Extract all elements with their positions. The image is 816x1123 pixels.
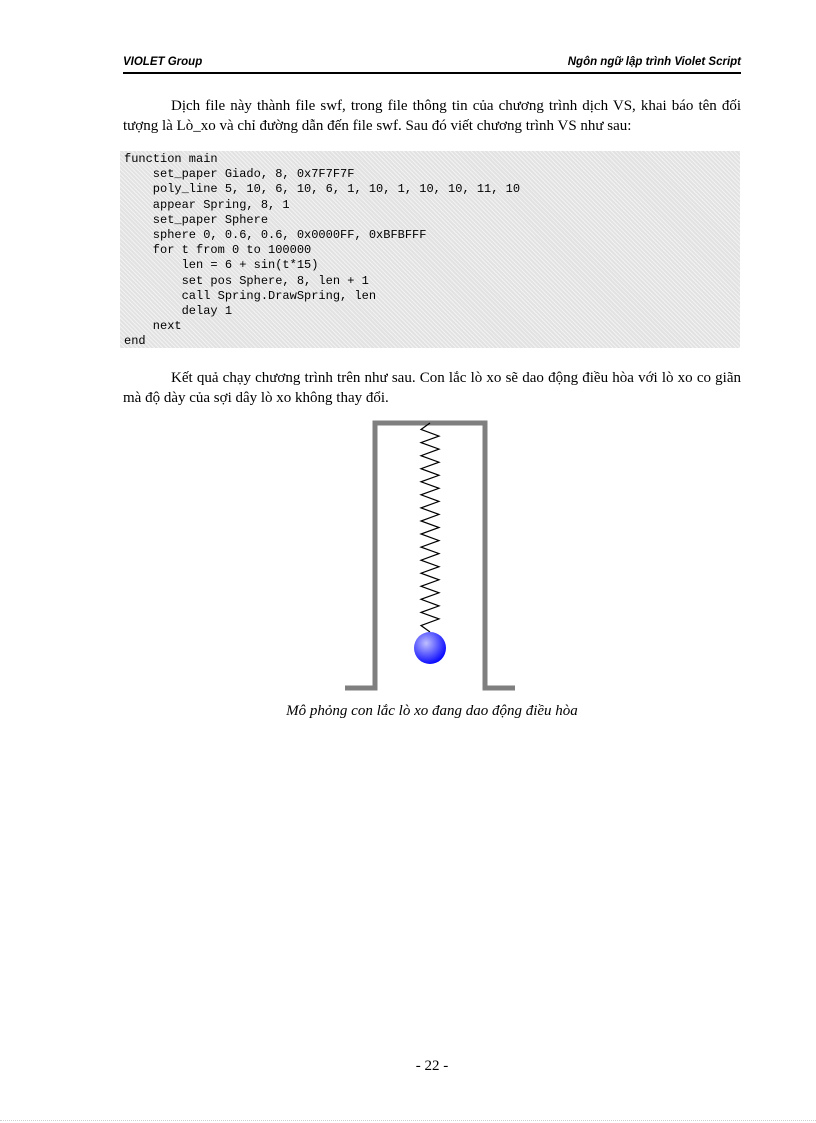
code-line: end [124,334,146,349]
header-left-title: VIOLET Group [123,56,203,68]
code-line: function main [124,152,218,166]
code-line: sphere 0, 0.6, 0.6, 0x0000FF, 0xBFBFFF [124,227,427,242]
code-line: set pos Sphere, 8, len + 1 [124,273,369,288]
code-line: len = 6 + sin(t*15) [124,258,319,273]
page-number: - 22 - [415,1058,449,1074]
result-paragraph: Kết quả chạy chương trình trên như sau. Con lắc lò xo sẽ dao động điều hòa với lò xo co giãn mà độ dày của sợi dây lò xo không thay đổi. [123,370,741,406]
code-block [120,151,740,348]
spring-pendulum-figure [340,415,520,695]
code-line: for t from 0 to 100000 [124,243,312,258]
spring-coil [421,423,439,632]
page-header [123,56,741,74]
code-line: call Spring.DrawSpring, len [124,288,377,303]
code-line: delay 1 [124,303,233,318]
header-right-title: Ngôn ngữ lập trình Violet Script [567,56,741,68]
code-line: appear Spring, 8, 1 [124,197,290,212]
page-bottom-divider [0,1120,816,1121]
pendulum-sphere [414,632,446,664]
intro-paragraph: Dịch file này thành file swf, trong file thông tin của chương trình dịch VS, khai báo tên đối tượng là Lò_xo và chỉ đường dẫn đến file swf. Sau đó viết chương trình VS như sau: [123,98,741,134]
code-line: set_paper Giado, 8, 0x7F7F7F [124,167,355,182]
code-line: poly_line 5, 10, 6, 10, 6, 1, 10, 1, 10, 10, 11, 10 [124,182,521,197]
code-line: next [124,319,182,334]
figure-caption: Mô phỏng con lắc lò xo đang dao động điều hòa [286,703,578,719]
code-line: set_paper Sphere [124,212,269,227]
